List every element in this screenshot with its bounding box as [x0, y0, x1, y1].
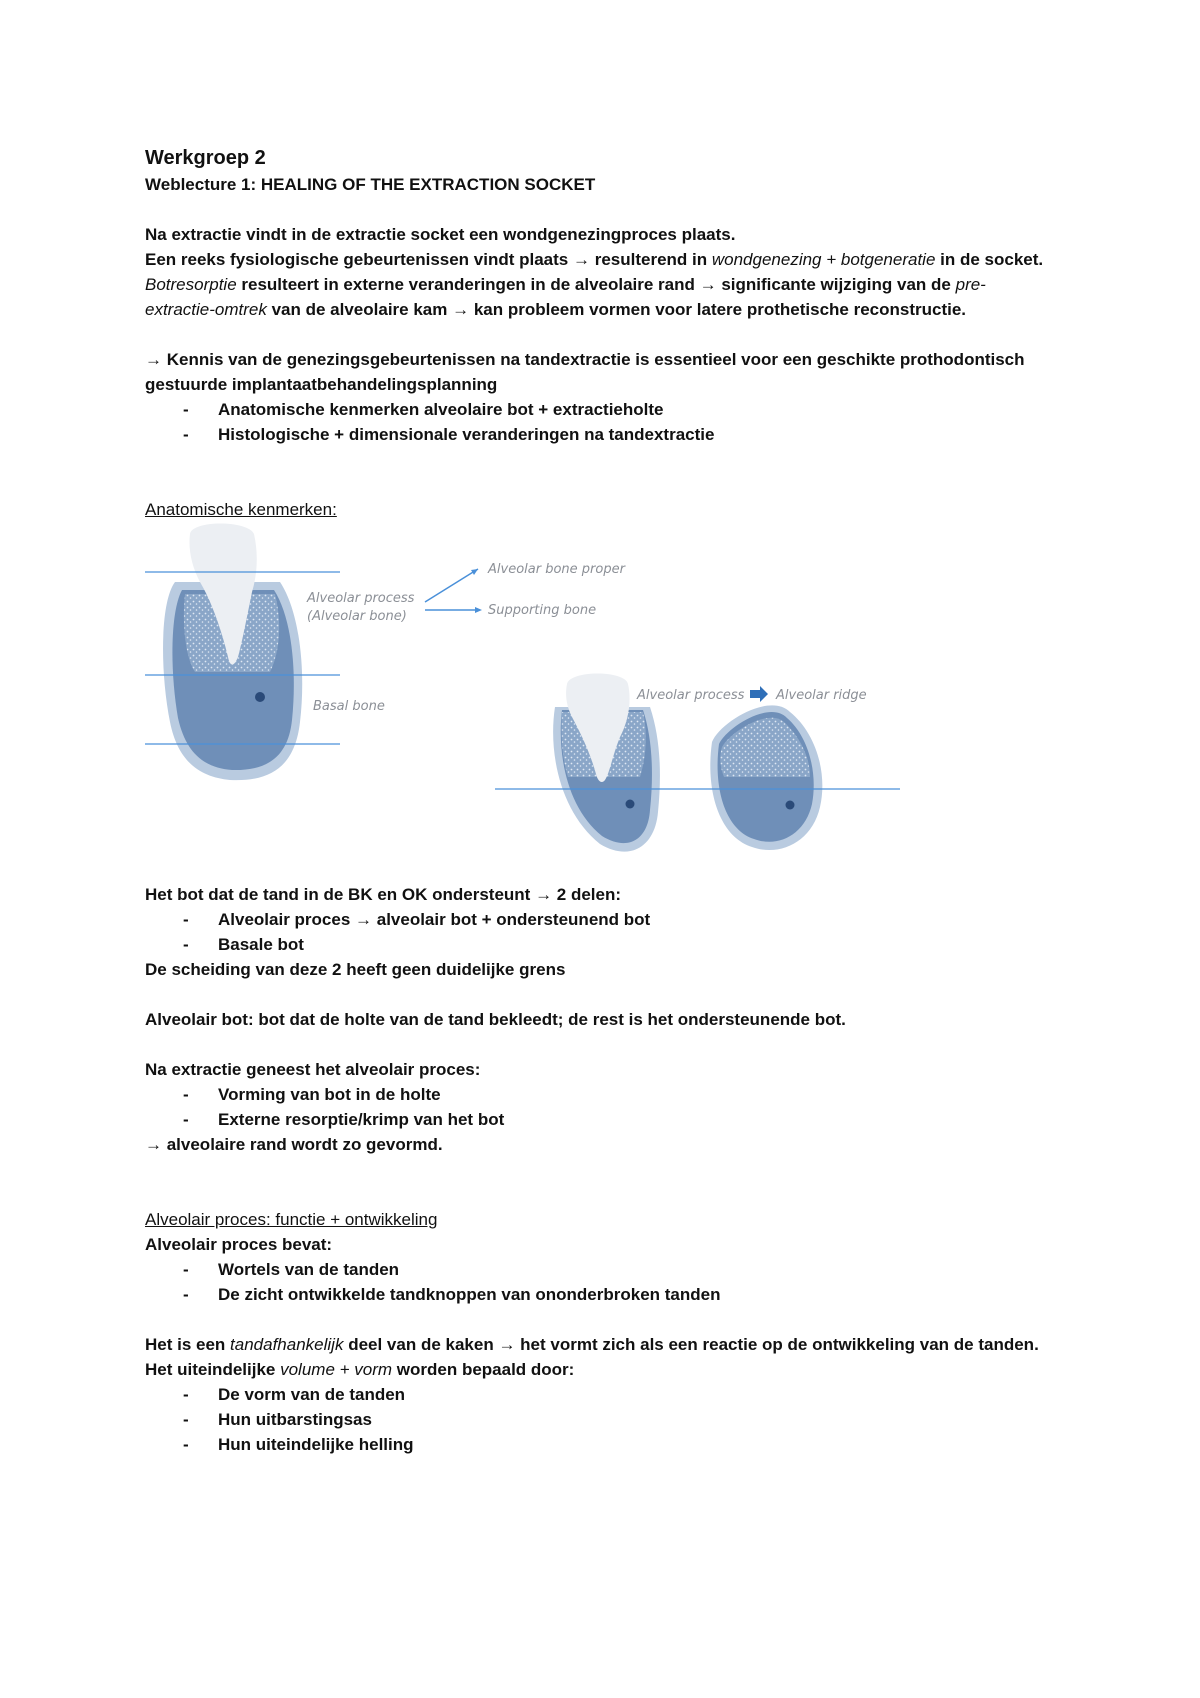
list-item: - Alveolair proces → alveolair bot + ondersteunend bot	[145, 907, 1045, 932]
section-heading-anatomy: Anatomische kenmerken:	[145, 500, 337, 519]
alveolar-diagram	[0, 522, 1200, 882]
paragraph: Het is een tandafhankelijk deel van de kaken → het vormt zich als een reactie op de ontwikkeling van de tanden. Het uiteindelijke volume + vorm worden bepaald door:	[145, 1335, 1039, 1379]
jaw-section-after-extraction	[710, 705, 822, 850]
list-item: - Hun uiteindelijke helling	[145, 1432, 1045, 1457]
list-item: - Anatomische kenmerken alveolaire bot + extractieholte	[145, 397, 1045, 422]
anatomy-paragraph: Het bot dat de tand in de BK en OK ondersteunt → 2 delen: - Alveolair proces → alveolair bot + ondersteunend bot - Basale bot De scheiding van deze 2 heeft geen duidelijke grens Alveolair bot: bot dat de holte van de tand bekleedt; de rest is het ondersteunende bot. Na extractie geneest het alveolair proces: - Vorming van bot in de holte - Externe resorptie/krimp van het bot → alveolaire rand wordt zo gevormd.	[145, 882, 1045, 1157]
jaw-section-left	[163, 524, 302, 781]
arrow-icon: →	[498, 1335, 516, 1354]
arrow-icon: →	[355, 910, 373, 929]
label-basal-bone: Basal bone	[313, 699, 385, 714]
knowledge-list	[145, 397, 1045, 447]
list-item: - Basale bot	[145, 932, 1045, 957]
list-item: - Wortels van de tanden	[145, 1257, 1045, 1282]
contents-list	[145, 1257, 1045, 1307]
list-item: - Histologische + dimensionale veranderingen na tandextractie	[145, 422, 1045, 447]
function-paragraph	[145, 1232, 1045, 1457]
list-item: - Externe resorptie/krimp van het bot	[145, 1107, 1045, 1132]
list-item: - De zicht ontwikkelde tandknoppen van ononderbroken tanden	[145, 1282, 1045, 1307]
intro-paragraph	[145, 222, 1045, 322]
intro-line-1: Na extractie vindt in de extractie socket een wondgenezingproces plaats.	[145, 225, 736, 244]
knowledge-paragraph: → Kennis van de genezingsgebeurtenissen na tandextractie is essentieel voor een geschikte prothodontisch gestuurde implantaatbehandelingsplanning - Anatomische kenmerken alveolaire bot + extractieholte - Histologische + dimensionale veranderingen na tandextractie	[145, 347, 1045, 447]
document-page	[145, 144, 1045, 1457]
arrow-icon: →	[699, 275, 717, 294]
label-alveolar-ridge: Alveolar ridge	[776, 688, 867, 703]
intro-line-3: Botresorptie resulteert in externe veranderingen in de alveolaire rand → significante wijziging van de pre-extractie-omtrek van de alveolaire kam → kan probleem vormen voor latere prothetische reconstructie.	[145, 275, 986, 319]
healing-list	[145, 1082, 1045, 1132]
label-alveolar-process-2: Alveolar process	[637, 688, 745, 703]
paragraph: Na extractie geneest het alveolair proces:	[145, 1060, 481, 1079]
arrow-icon: →	[535, 885, 553, 904]
arrow-icon: →	[452, 300, 470, 319]
page-title: Werkgroep 2	[145, 147, 266, 169]
transition-arrow-icon	[750, 686, 768, 702]
paragraph: Alveolair bot: bot dat de holte van de tand bekleedt; de rest is het ondersteunende bot.	[145, 1010, 846, 1029]
label-alveolar-process: Alveolar process	[307, 591, 415, 606]
list-item: - Hun uitbarstingsas	[145, 1407, 1045, 1432]
pointer-arrow	[425, 569, 478, 602]
arrow-icon: →	[572, 250, 590, 269]
arrow-icon: →	[145, 350, 162, 369]
label-supporting-bone: Supporting bone	[488, 603, 597, 618]
paragraph: → alveolaire rand wordt zo gevormd.	[145, 1135, 443, 1154]
paragraph: De scheiding van deze 2 heeft geen duidelijke grens	[145, 960, 566, 979]
intro-line-2: Een reeks fysiologische gebeurtenissen vindt plaats → resulterend in wondgenezing + botgeneratie in de socket.	[145, 250, 1044, 269]
list-item: - De vorm van de tanden	[145, 1382, 1045, 1407]
page-subtitle: Weblecture 1: HEALING OF THE EXTRACTION SOCKET	[145, 175, 596, 194]
label-alveolar-bone: (Alveolar bone)	[307, 609, 407, 624]
anatomy-figure	[145, 522, 1045, 882]
determinants-list	[145, 1382, 1045, 1457]
paragraph: Alveolair proces bevat:	[145, 1235, 333, 1254]
list-item: - Vorming van bot in de holte	[145, 1082, 1045, 1107]
label-alveolar-bone-proper: Alveolar bone proper	[488, 562, 625, 577]
bone-parts-list	[145, 907, 1045, 957]
arrow-icon: →	[145, 1135, 162, 1154]
section-heading-function: Alveolair proces: functie + ontwikkeling	[145, 1210, 438, 1229]
